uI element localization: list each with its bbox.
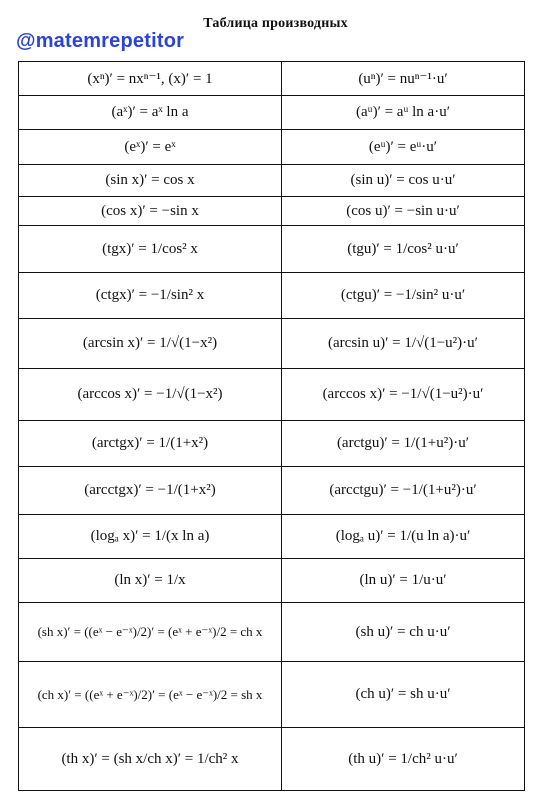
formula-cell: (cos x)′ = −sin x bbox=[19, 197, 282, 226]
formula-cell: (ch u)′ = sh u·u′ bbox=[282, 662, 525, 728]
formula-cell: (cos u)′ = −sin u·u′ bbox=[282, 197, 525, 226]
watermark-handle: @matemrepetitor bbox=[16, 30, 185, 52]
formula-cell: (eˣ)′ = eˣ bbox=[19, 130, 282, 165]
formula-cell: (xⁿ)′ = nxⁿ⁻¹, (x)′ = 1 bbox=[19, 62, 282, 96]
table-row bbox=[19, 421, 525, 467]
formula-cell: (sh u)′ = ch u·u′ bbox=[282, 603, 525, 662]
formula-cell: (ctgx)′ = −1/sin² x bbox=[19, 273, 282, 319]
formula-cell: (logₐ u)′ = 1/(u ln a)·u′ bbox=[282, 515, 525, 559]
formula-cell: (ln x)′ = 1/x bbox=[19, 559, 282, 603]
table-row bbox=[19, 319, 525, 369]
formula-cell: (th x)′ = (sh x/ch x)′ = 1/ch² x bbox=[19, 728, 282, 791]
formula-cell: (ctgu)′ = −1/sin² u·u′ bbox=[282, 273, 525, 319]
table-row bbox=[19, 559, 525, 603]
formula-cell: (arcctgx)′ = −1/(1+x²) bbox=[19, 467, 282, 515]
table-row bbox=[19, 273, 525, 319]
formula-cell: (arctgx)′ = 1/(1+x²) bbox=[19, 421, 282, 467]
formula-cell: (arcsin x)′ = 1/√(1−x²) bbox=[19, 319, 282, 369]
formula-cell: (sin x)′ = cos x bbox=[19, 165, 282, 197]
table-row bbox=[19, 515, 525, 559]
table-row bbox=[19, 662, 525, 728]
table-row bbox=[19, 197, 525, 226]
table-row bbox=[19, 226, 525, 273]
formula-cell: (arcsin u)′ = 1/√(1−u²)·u′ bbox=[282, 319, 525, 369]
formula-cell: (th u)′ = 1/ch² u·u′ bbox=[282, 728, 525, 791]
derivatives-table bbox=[18, 61, 525, 791]
formula-cell: (aˣ)′ = aˣ ln a bbox=[19, 96, 282, 130]
table-row bbox=[19, 165, 525, 197]
table-row bbox=[19, 130, 525, 165]
table-row bbox=[19, 728, 525, 791]
formula-cell: (logₐ x)′ = 1/(x ln a) bbox=[19, 515, 282, 559]
formula-cell: (ln u)′ = 1/u·u′ bbox=[282, 559, 525, 603]
formula-cell: (tgx)′ = 1/cos² x bbox=[19, 226, 282, 273]
page-title: Таблица производных bbox=[203, 16, 348, 31]
formula-cell: (aᵘ)′ = aᵘ ln a·u′ bbox=[282, 96, 525, 130]
formula-cell: (uⁿ)′ = nuⁿ⁻¹·u′ bbox=[282, 62, 525, 96]
table-row bbox=[19, 62, 525, 96]
formula-cell: (arctgu)′ = 1/(1+u²)·u′ bbox=[282, 421, 525, 467]
formula-cell: (ch x)′ = ((eˣ + e⁻ˣ)/2)′ = (eˣ − e⁻ˣ)/2 = sh x bbox=[19, 662, 282, 728]
formula-cell: (sh x)′ = ((eˣ − e⁻ˣ)/2)′ = (eˣ + e⁻ˣ)/2 = ch x bbox=[19, 603, 282, 662]
table-row bbox=[19, 467, 525, 515]
formula-cell: (sin u)′ = cos u·u′ bbox=[282, 165, 525, 197]
table-row bbox=[19, 603, 525, 662]
formula-cell: (arccos x)′ = −1/√(1−x²) bbox=[19, 369, 282, 421]
table-row bbox=[19, 96, 525, 130]
formula-cell: (tgu)′ = 1/cos² u·u′ bbox=[282, 226, 525, 273]
formula-cell: (eᵘ)′ = eᵘ·u′ bbox=[282, 130, 525, 165]
table-row bbox=[19, 369, 525, 421]
formula-cell: (arcctgu)′ = −1/(1+u²)·u′ bbox=[282, 467, 525, 515]
formula-cell: (arccos x)′ = −1/√(1−u²)·u′ bbox=[282, 369, 525, 421]
